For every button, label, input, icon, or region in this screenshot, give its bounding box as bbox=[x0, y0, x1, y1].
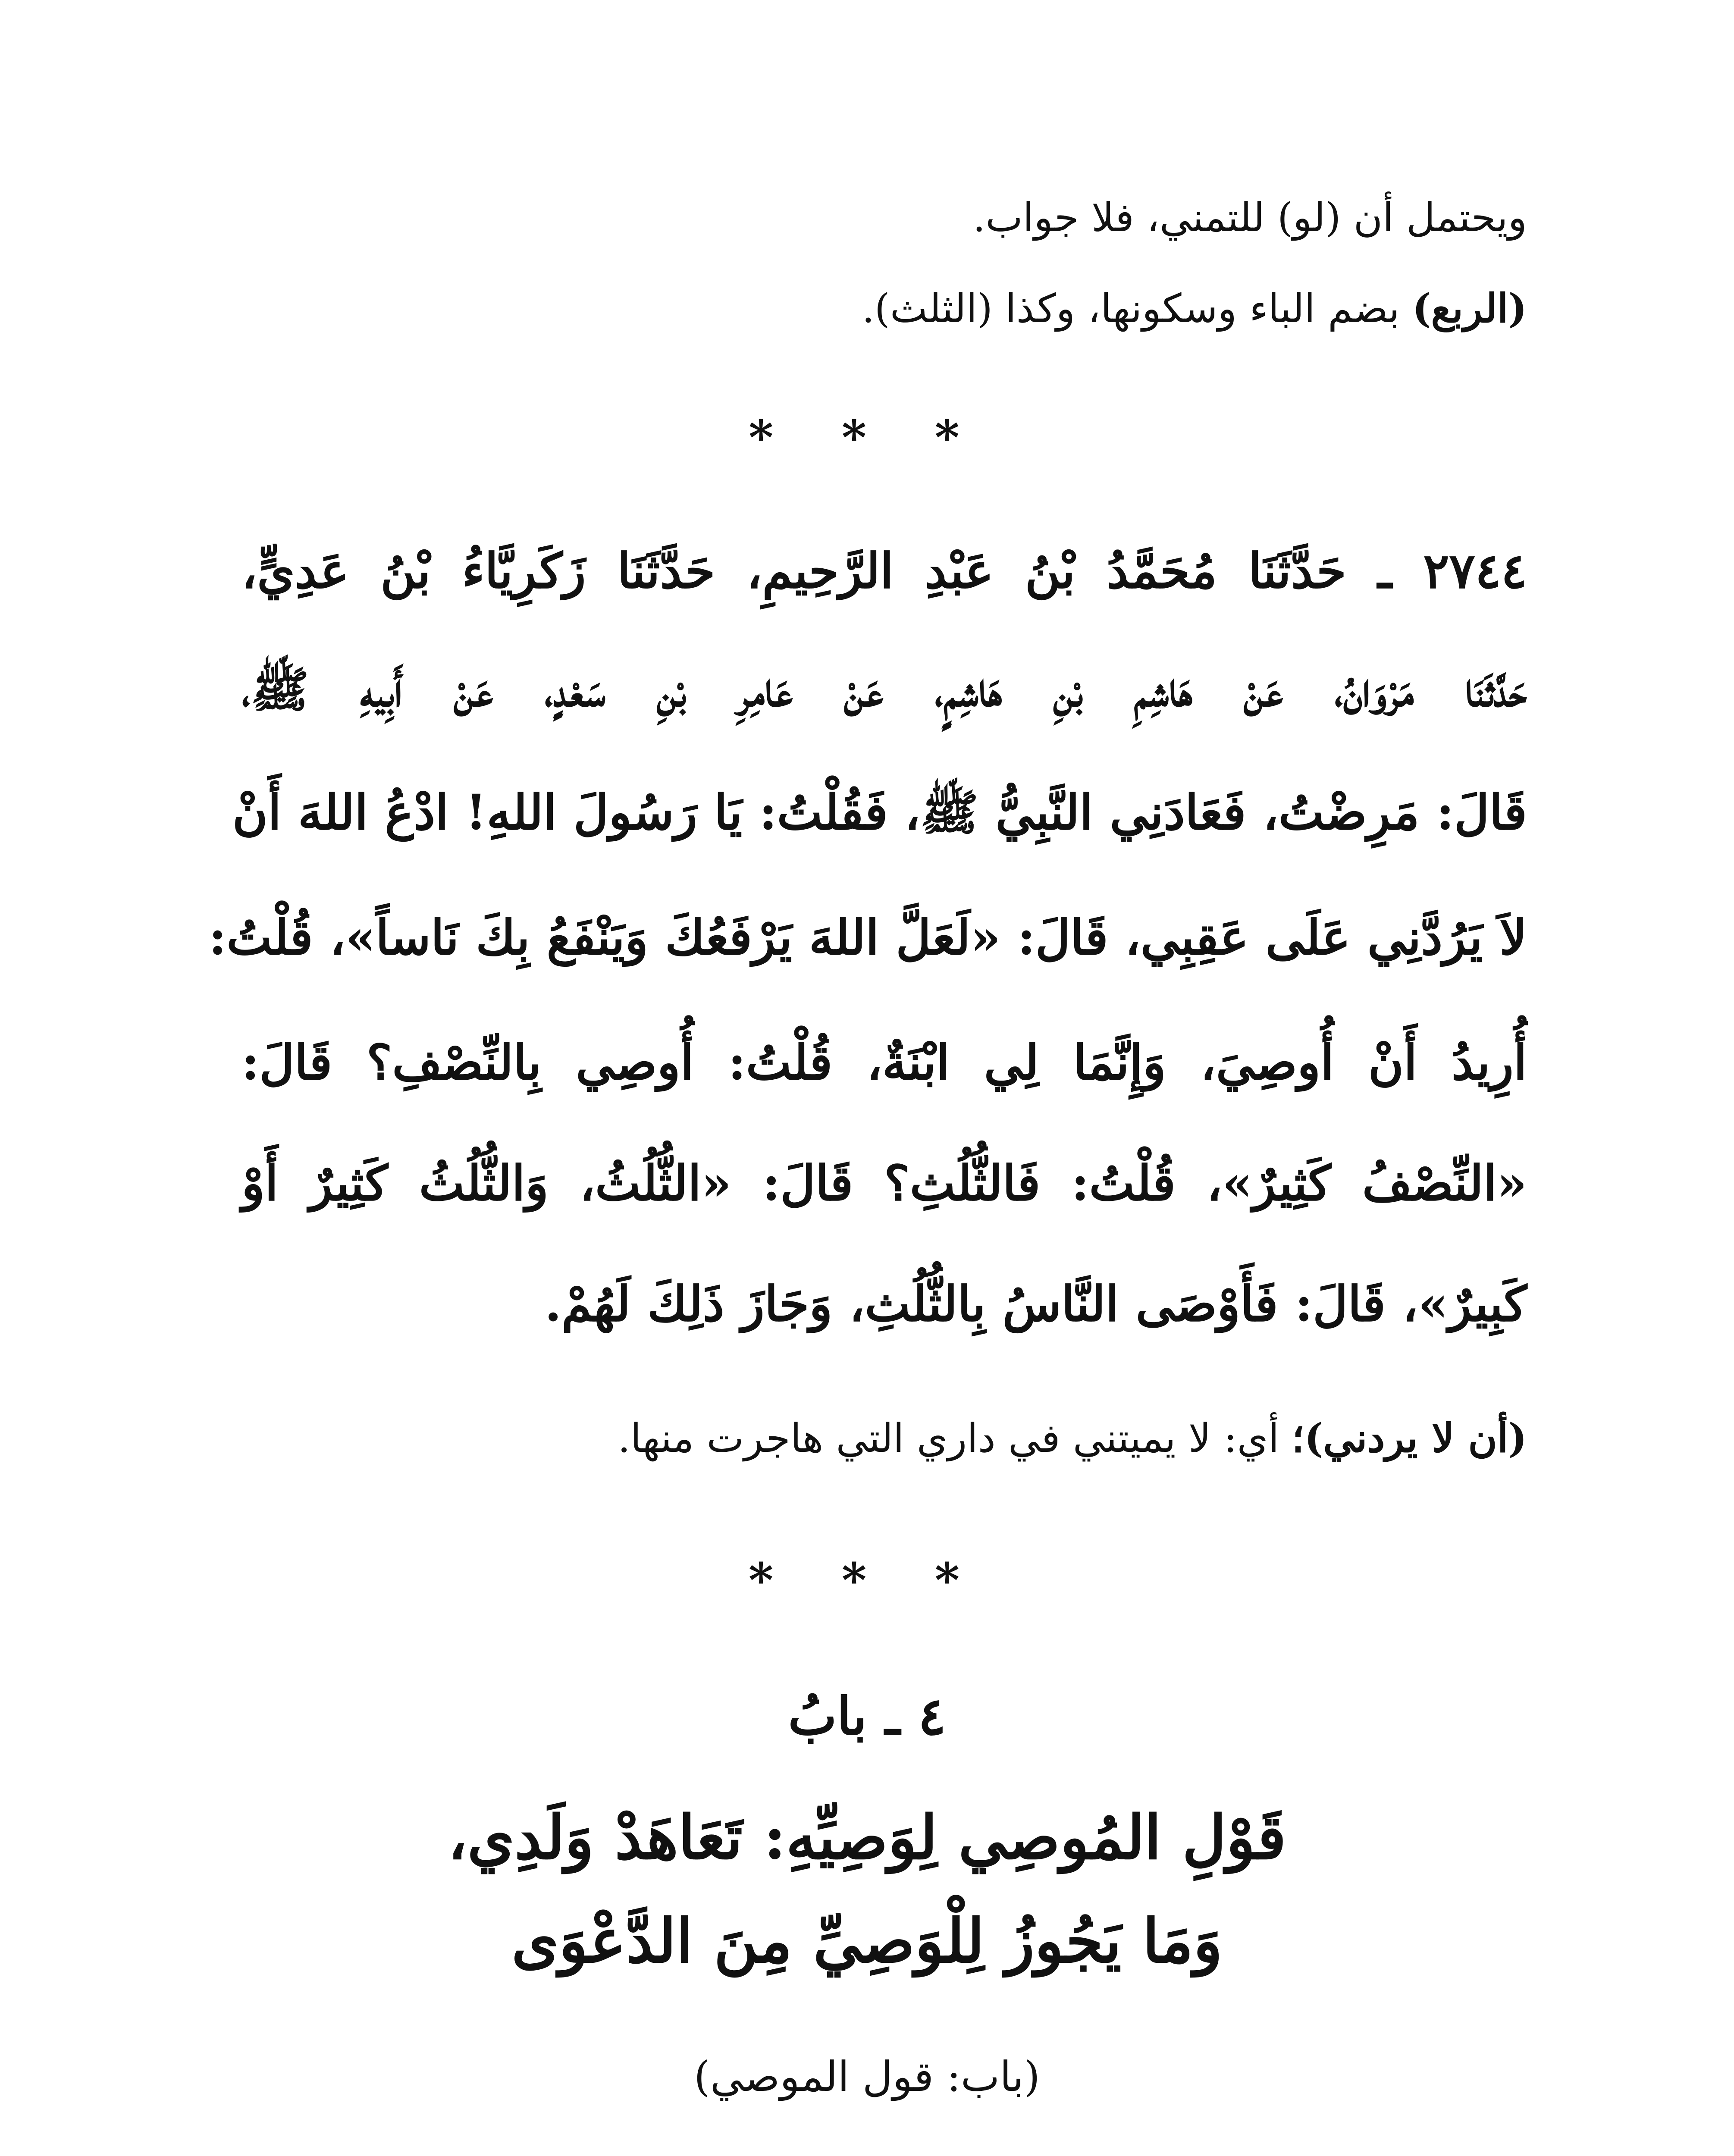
hadith-2744-line-4: لاَ يَرُدَّنِي عَلَى عَقِبِي، قَالَ: «لَعَلَّ اللهَ يَرْفَعُكَ وَيَنْفَعُ بِكَ نَاساً»، قُلْتُ: bbox=[208, 909, 1527, 966]
hadith-2744-line-7: كَبِيرٌ»، قَالَ: فَأَوْصَى النَّاسُ بِالثُّلُثِ، وَجَازَ ذَلِكَ لَهُمْ. bbox=[545, 1276, 1527, 1332]
commentary-line-1: ويحتمل أن (لو) للتمني، فلا جواب. bbox=[973, 194, 1527, 241]
hadith-2744-line-6: «النِّصْفُ كَثِيرٌ»، قُلْتُ: فَالثُّلُثِ؟ قَالَ: «الثُّلُثُ، وَالثُّلُثُ كَثِيرٌ أَوْ bbox=[241, 1155, 1527, 1212]
section-separator: * * * bbox=[748, 410, 986, 465]
hadith-2744-line-2: حَدَّثَنَا مَرْوَانُ، عَنْ هَاشِمِ بْنِ هَاشِمٍ، عَنْ عَامِرِ بْنِ سَعْدٍ، عَنْ أَبِيهِ ﷺ، bbox=[241, 661, 1527, 718]
hadith-2744-line-5: أُرِيدُ أَنْ أُوصِيَ، وَإِنَّمَا لِي ابْنَةٌ، قُلْتُ: أُوصِي بِالنِّصْفِ؟ قَالَ: bbox=[241, 1034, 1527, 1091]
chapter-title-line-1: قَوْلِ المُوصِي لِوَصِيِّهِ: تَعَاهَدْ وَلَدِي، bbox=[448, 1802, 1286, 1873]
chapter-number: ٤ ـ بابُ bbox=[788, 1686, 946, 1747]
chapter-note: (باب: قول الموصي) bbox=[694, 2053, 1040, 2101]
commentary-term: (الربع) bbox=[1412, 285, 1527, 332]
hadith-2744-line-3: قَالَ: مَرِضْتُ، فَعَادَنِي النَّبِيُّ ﷺ، فَقُلْتُ: يَا رَسُولَ اللهِ! ادْعُ اللهَ أَنْ bbox=[232, 784, 1527, 841]
section-separator-2: * * * bbox=[748, 1552, 986, 1608]
commentary-mid-term: (أن لا يردني)؛ bbox=[1292, 1415, 1527, 1461]
commentary-line-2 bbox=[241, 276, 1527, 341]
hadith-2744-line-1: ٢٧٤٤ ـ حَدَّثَنَا مُحَمَّدُ بْنُ عَبْدِ الرَّحِيمِ، حَدَّثَنَا زَكَرِيَّاءُ بْنُ عَدِيٍّ، bbox=[241, 543, 1527, 599]
commentary-text: بضم الباء وسكونها، وكذا (الثلث). bbox=[862, 285, 1413, 332]
commentary-mid-text: أي: لا يميتني في داري التي هاجرت منها. bbox=[618, 1415, 1292, 1461]
chapter-title-line-2: وَمَا يَجُوزُ لِلْوَصِيِّ مِنَ الدَّعْوَى bbox=[511, 1906, 1223, 1977]
commentary-mid bbox=[241, 1406, 1527, 1471]
